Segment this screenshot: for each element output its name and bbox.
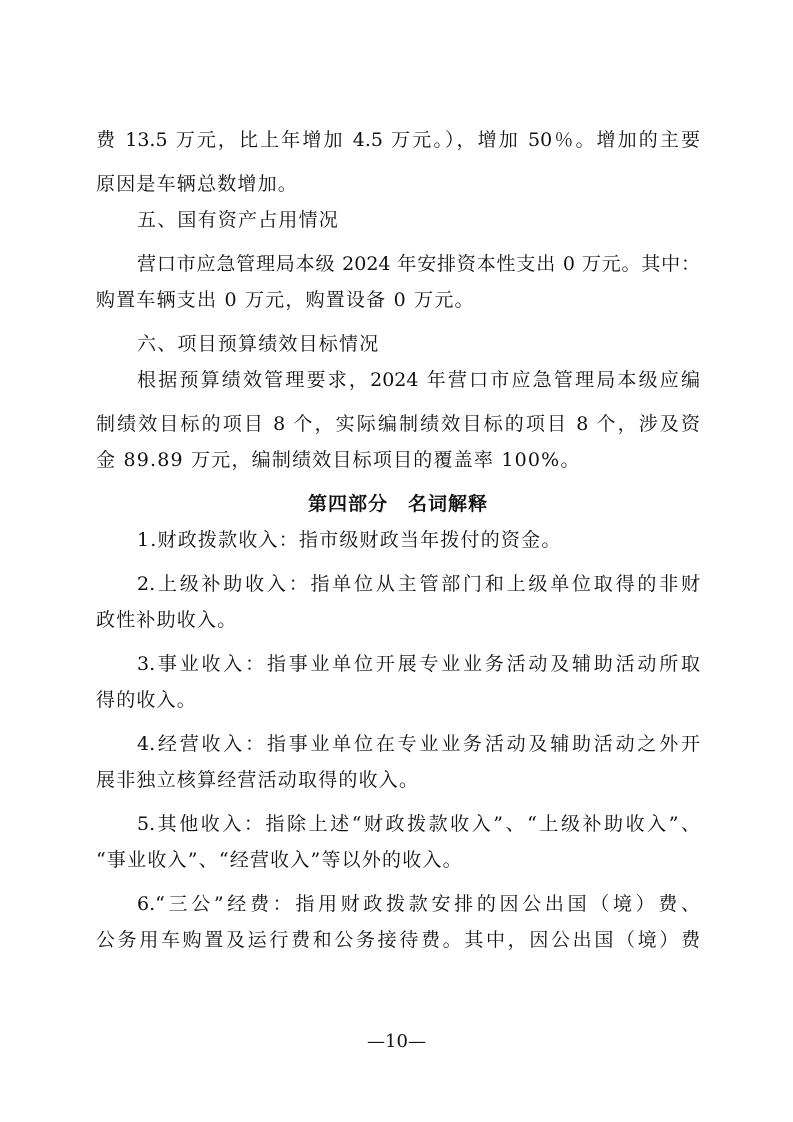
definition-item: 5.其他收入：指除上述“财政拨款收入”、“上级补助收入”、 (137, 813, 700, 835)
paragraph-line: 政性补助收入。 (96, 609, 238, 631)
paragraph-line: 制绩效目标的项目 8 个，实际编制绩效目标的项目 8 个，涉及资 (96, 413, 700, 435)
paragraph-line: 营口市应急管理局本级 2024 年安排资本性支出 0 万元。其中： (137, 253, 700, 275)
paragraph-line: 得的收入。 (96, 689, 198, 711)
paragraph-line: 根据预算绩效管理要求，2024 年营口市应急管理局本级应编 (137, 369, 700, 391)
paragraph-line: 金 89.89 万元，编制绩效目标项目的覆盖率 100%。 (96, 449, 581, 471)
section-heading-assets: 五、国有资产占用情况 (137, 209, 340, 231)
definition-item: 6.“三公”经费：指用财政拨款安排的因公出国（境）费、 (137, 893, 700, 915)
paragraph-line: 展非独立核算经营活动取得的收入。 (96, 769, 420, 791)
definition-item: 1.财政拨款收入：指市级财政当年拨付的资金。 (137, 529, 562, 551)
paragraph-line: 公务用车购置及运行费和公务接待费。其中，因公出国（境）费 (96, 929, 700, 951)
section-heading-performance: 六、项目预算绩效目标情况 (137, 333, 380, 355)
definition-item: 3.事业收入：指事业单位开展专业业务活动及辅助活动所取 (137, 653, 700, 675)
part-heading: 第四部分 名词解释 (307, 493, 488, 515)
paragraph-line: “事业收入”、“经营收入”等以外的收入。 (96, 849, 463, 871)
page-number: —10— (367, 1031, 426, 1052)
definition-item: 4.经营收入：指事业单位在专业业务活动及辅助活动之外开 (137, 733, 700, 755)
paragraph-line: 购置车辆支出 0 万元，购置设备 0 万元。 (96, 289, 475, 311)
paragraph-line: 原因是车辆总数增加。 (96, 173, 299, 195)
definition-item: 2.上级补助收入：指单位从主管部门和上级单位取得的非财 (137, 573, 700, 595)
paragraph-line: 费 13.5 万元，比上年增加 4.5 万元。），增加 50％。增加的主要 (96, 129, 700, 151)
